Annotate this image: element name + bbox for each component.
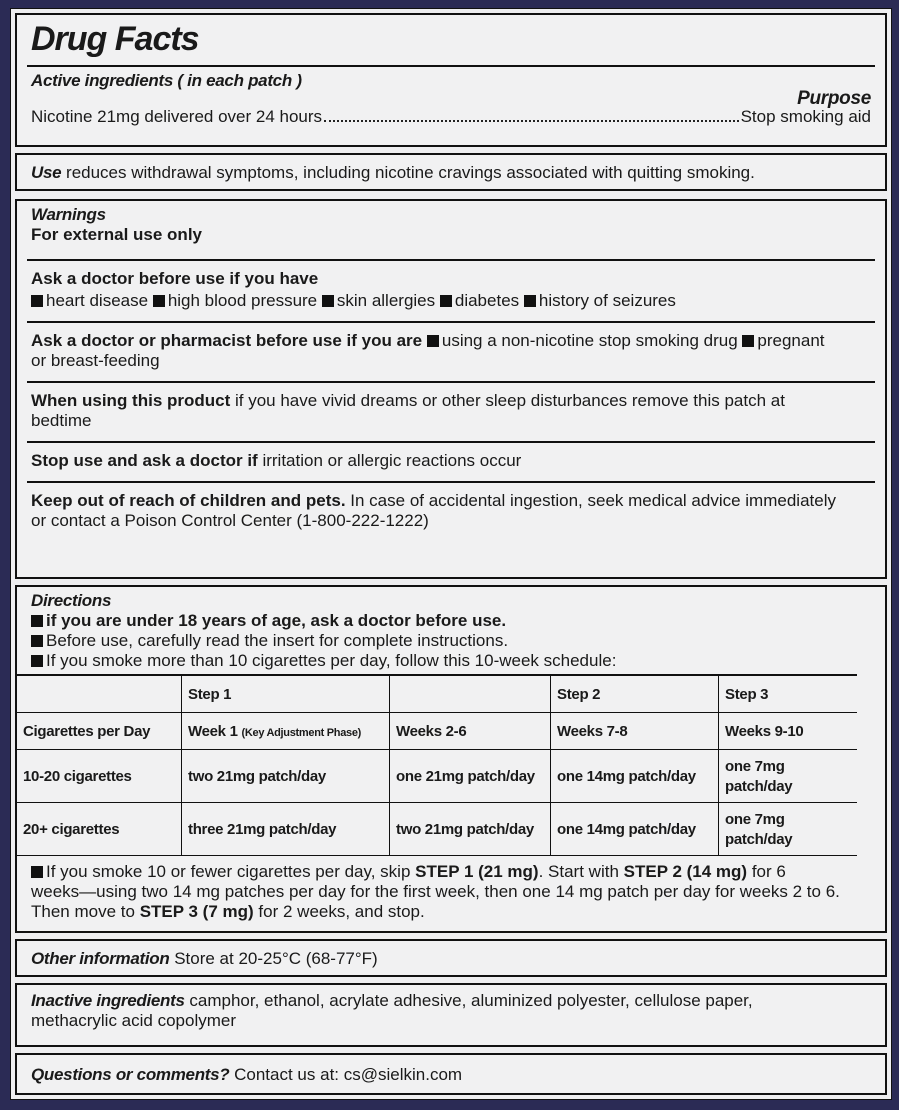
bullet-square-icon <box>31 615 43 627</box>
directions-footnote: If you smoke 10 or fewer cigarettes per day, skip STEP 1 (21 mg). Start with STEP 2 (14 mg) for 6 weeks—using two 14 mg patches per day for the first week, then one 14 mg patch per day for weeks 2 to 6. Then move to STEP 3 (7 mg) for 2 weeks, and stop. <box>31 862 840 921</box>
pharmacist-item: pregnant <box>757 331 825 350</box>
use-box <box>15 153 887 191</box>
other-info-heading: Other information <box>31 949 170 968</box>
bullet-square-icon <box>31 655 43 667</box>
table-cell: 20+ cigarettes <box>17 803 182 856</box>
bullet-square-icon <box>742 335 754 347</box>
stop-use-heading: Stop use and ask a doctor if <box>31 451 258 470</box>
directions-line-2: Before use, carefully read the insert for complete instructions. <box>46 631 509 650</box>
condition-item: diabetes <box>454 291 520 310</box>
bullet-square-icon <box>31 295 43 307</box>
bullet-square-icon <box>440 295 452 307</box>
bullet-square-icon <box>153 295 165 307</box>
dosing-schedule-table <box>17 674 857 856</box>
ingredient-text: Nicotine 21mg delivered over 24 hours <box>31 107 323 126</box>
table-cell: two 21mg patch/day <box>182 750 390 803</box>
week-label: Week 1 <box>188 722 238 740</box>
when-using-text-cont: bedtime <box>31 411 92 430</box>
table-cell: Step 2 <box>551 675 719 713</box>
table-cell: two 21mg patch/day <box>390 803 551 856</box>
week-note: (Key Adjustment Phase) <box>241 726 362 739</box>
table-cell: three 21mg patch/day <box>182 803 390 856</box>
active-ingredients-box <box>15 13 887 147</box>
active-ingredients-heading: Active ingredients ( in each patch ) <box>31 71 302 90</box>
drug-facts-title: Drug Facts <box>31 20 199 58</box>
table-cell: Weeks 7-8 <box>551 713 719 750</box>
table-cell <box>182 713 390 750</box>
table-cell: one 14mg patch/day <box>551 750 719 803</box>
table-cell <box>390 675 551 713</box>
bullet-square-icon <box>524 295 536 307</box>
other-info-box <box>15 939 887 977</box>
condition-item: history of seizures <box>538 291 676 310</box>
warnings-box <box>15 199 887 579</box>
bullet-square-icon <box>31 635 43 647</box>
table-cell: one 14mg patch/day <box>551 803 719 856</box>
directions-line-3: If you smoke more than 10 cigarettes per day, follow this 10-week schedule: <box>46 651 617 670</box>
questions-heading: Questions or comments? <box>31 1065 230 1084</box>
inactive-text-cont: methacrylic acid copolymer <box>31 1011 237 1030</box>
ask-doctor-list <box>31 291 871 311</box>
condition-item: heart disease <box>46 291 149 310</box>
table-cell: Step 3 <box>719 675 858 713</box>
ask-doctor-heading: Ask a doctor before use if you have <box>31 269 319 288</box>
table-cell: Weeks 9-10 <box>719 713 858 750</box>
ask-pharmacist-heading: Ask a doctor or pharmacist before use if you are <box>31 331 423 350</box>
bullet-square-icon <box>322 295 334 307</box>
keep-out-text-cont: or contact a Poison Control Center (1-800-222-1222) <box>31 511 429 530</box>
condition-item: high blood pressure <box>167 291 318 310</box>
warnings-heading: Warnings <box>31 205 106 224</box>
pharmacist-item-cont: or breast-feeding <box>31 351 160 370</box>
purpose-heading: Purpose <box>797 88 871 109</box>
table-cell: Cigarettes per Day <box>17 713 182 750</box>
table-row <box>17 750 857 803</box>
use-text: reduces withdrawal symptoms, including nicotine cravings associated with quitting smoking. <box>66 163 755 182</box>
bullet-square-icon <box>31 866 43 878</box>
leader-dots <box>324 107 739 122</box>
table-cell: one 7mg patch/day <box>719 803 858 856</box>
inactive-text: camphor, ethanol, acrylate adhesive, aluminized polyester, cellulose paper, <box>189 991 753 1010</box>
directions-heading: Directions <box>31 591 112 610</box>
condition-item: skin allergies <box>336 291 436 310</box>
purpose-text: Stop smoking aid <box>740 107 871 126</box>
inactive-heading: Inactive ingredients <box>31 991 185 1010</box>
table-row <box>17 713 857 750</box>
directions-line-1: if you are under 18 years of age, ask a doctor before use. <box>46 611 507 630</box>
external-use-text: For external use only <box>31 225 202 244</box>
other-info-text: Store at 20-25°C (68-77°F) <box>174 949 378 968</box>
keep-out-heading: Keep out of reach of children and pets. <box>31 491 346 510</box>
pharmacist-item: using a non-nicotine stop smoking drug <box>441 331 738 350</box>
table-row <box>17 803 857 856</box>
when-using-text: if you have vivid dreams or other sleep disturbances remove this patch at <box>235 391 785 410</box>
questions-box <box>15 1053 887 1095</box>
table-cell: one 7mg patch/day <box>719 750 858 803</box>
contact-text: Contact us at: cs@sielkin.com <box>234 1065 463 1084</box>
keep-out-text: In case of accidental ingestion, seek medical advice immediately <box>350 491 836 510</box>
stop-use-text: irritation or allergic reactions occur <box>262 451 522 470</box>
table-cell: Step 1 <box>182 675 390 713</box>
table-row <box>17 675 857 713</box>
table-cell <box>17 675 182 713</box>
table-cell: 10-20 cigarettes <box>17 750 182 803</box>
when-using-heading: When using this product <box>31 391 231 410</box>
inactive-ingredients-box <box>15 983 887 1047</box>
directions-box <box>15 585 887 933</box>
bullet-square-icon <box>427 335 439 347</box>
table-cell: one 21mg patch/day <box>390 750 551 803</box>
drug-facts-panel <box>10 8 892 1100</box>
table-cell: Weeks 2-6 <box>390 713 551 750</box>
use-heading: Use <box>31 163 62 182</box>
